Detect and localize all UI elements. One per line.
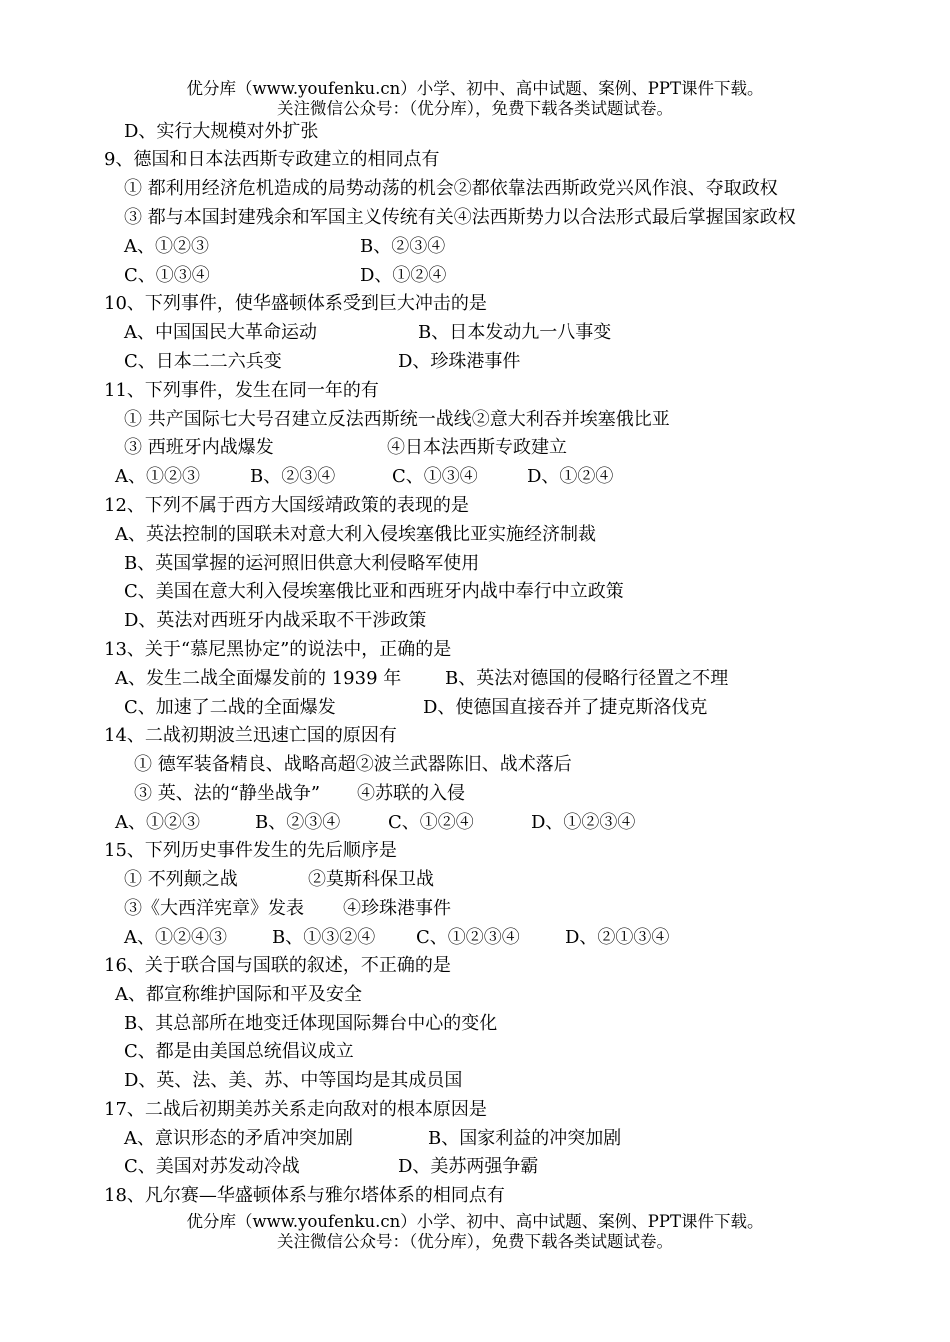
q9-option-b: B、②③④ [360, 236, 446, 257]
q14-option-d: D、①②③④ [531, 812, 636, 833]
q15-statement-4: ④珍珠港事件 [343, 898, 451, 919]
q9-option-d: D、①②④ [360, 265, 447, 286]
q17-option-a: A、意识形态的矛盾冲突加剧 [124, 1128, 353, 1149]
q10-option-a: A、中国国民大革命运动 [124, 322, 317, 343]
footer-line-1: 优分库（www.youfenku.cn）小学、初中、高中试题、案例、PPT课件下载。 [186, 1212, 764, 1231]
q15-option-b: B、①③②④ [272, 927, 376, 948]
q14-stem: 14、二战初期波兰迅速亡国的原因有 [104, 725, 397, 746]
q16-option-a: A、都宣称维护国际和平及安全 [115, 984, 362, 1005]
q11-statement-1: ① 共产国际七大号召建立反法西斯统一战线②意大利吞并埃塞俄比亚 [124, 409, 670, 430]
q16-option-d: D、英、法、美、苏、中等国均是其成员国 [124, 1070, 463, 1091]
q12-stem: 12、下列不属于西方大国绥靖政策的表现的是 [104, 495, 469, 516]
q12-option-b: B、英国掌握的运河照旧供意大利侵略军使用 [124, 553, 480, 574]
q16-option-c: C、都是由美国总统倡议成立 [124, 1041, 354, 1062]
q9-statement-1: ① 都利用经济危机造成的局势动荡的机会②都依靠法西斯政党兴风作浪、夺取政权 [124, 178, 778, 199]
q14-option-a: A、①②③ [115, 812, 200, 833]
q11-option-b: B、②③④ [250, 466, 336, 487]
q11-statement-4: ④日本法西斯专政建立 [387, 437, 567, 458]
q13-option-d: D、使德国直接吞并了捷克斯洛伐克 [423, 697, 708, 718]
q9-option-a: A、①②③ [124, 236, 209, 257]
q13-stem: 13、关于“慕尼黑协定”的说法中，正确的是 [104, 639, 452, 660]
q13-option-b: B、英法对德国的侵略行径置之不理 [445, 668, 729, 689]
q18-stem: 18、凡尔赛—华盛顿体系与雅尔塔体系的相同点有 [104, 1185, 505, 1206]
q14-statement-4: ④苏联的入侵 [357, 783, 465, 804]
q15-statement-2: ②莫斯科保卫战 [308, 869, 434, 890]
footer-line-2: 关注微信公众号：（优分库），免费下载各类试题试卷。 [277, 1232, 673, 1251]
q15-option-a: A、①②④③ [124, 927, 227, 948]
q11-statement-3: ③ 西班牙内战爆发 [124, 437, 274, 458]
q10-option-c: C、日本二二六兵变 [124, 351, 282, 372]
q9-option-c: C、①③④ [124, 265, 210, 286]
q16-option-b: B、其总部所在地变迁体现国际舞台中心的变化 [124, 1013, 498, 1034]
q9-statement-2: ③ 都与本国封建残余和军国主义传统有关④法西斯势力以合法形式最后掌握国家政权 [124, 207, 796, 228]
q11-option-c: C、①③④ [392, 466, 478, 487]
q10-option-d: D、珍珠港事件 [398, 351, 521, 372]
q17-option-d: D、美苏两强争霸 [398, 1156, 539, 1177]
q14-option-b: B、②③④ [255, 812, 341, 833]
q10-option-b: B、日本发动九一八事变 [418, 322, 612, 343]
q12-option-c: C、美国在意大利入侵埃塞俄比亚和西班牙内战中奉行中立政策 [124, 581, 624, 602]
q17-option-c: C、美国对苏发动冷战 [124, 1156, 300, 1177]
q15-statement-1: ① 不列颠之战 [124, 869, 238, 890]
q13-option-c: C、加速了二战的全面爆发 [124, 697, 336, 718]
q17-option-b: B、国家利益的冲突加剧 [428, 1128, 622, 1149]
q12-option-a: A、英法控制的国联未对意大利入侵埃塞俄比亚实施经济制裁 [115, 524, 596, 545]
q16-stem: 16、关于联合国与国联的叙述，不正确的是 [104, 955, 451, 976]
q8-option-d: D、实行大规模对外扩张 [124, 121, 319, 142]
q15-option-c: C、①②③④ [416, 927, 520, 948]
q15-stem: 15、下列历史事件发生的先后顺序是 [104, 840, 397, 861]
q9-stem: 9、德国和日本法西斯专政建立的相同点有 [104, 149, 440, 170]
q13-option-a: A、发生二战全面爆发前的 1939 年 [115, 668, 402, 689]
q11-option-d: D、①②④ [527, 466, 614, 487]
q10-stem: 10、下列事件，使华盛顿体系受到巨大冲击的是 [104, 293, 487, 314]
q11-option-a: A、①②③ [115, 466, 200, 487]
q17-stem: 17、二战后初期美苏关系走向敌对的根本原因是 [104, 1099, 487, 1120]
q14-statement-3: ③ 英、法的“静坐战争” [134, 783, 321, 804]
q15-option-d: D、②①③④ [565, 927, 670, 948]
q11-stem: 11、下列事件，发生在同一年的有 [104, 380, 379, 401]
q14-statement-1: ① 德军装备精良、战略高超②波兰武器陈旧、战术落后 [134, 754, 572, 775]
q12-option-d: D、英法对西班牙内战采取不干涉政策 [124, 610, 427, 631]
header-line-1: 优分库（www.youfenku.cn）小学、初中、高中试题、案例、PPT课件下载。 [186, 79, 764, 98]
q15-statement-3: ③《大西洋宪章》发表 [124, 898, 304, 919]
header-line-2: 关注微信公众号：（优分库），免费下载各类试题试卷。 [277, 99, 673, 118]
q14-option-c: C、①②④ [388, 812, 474, 833]
